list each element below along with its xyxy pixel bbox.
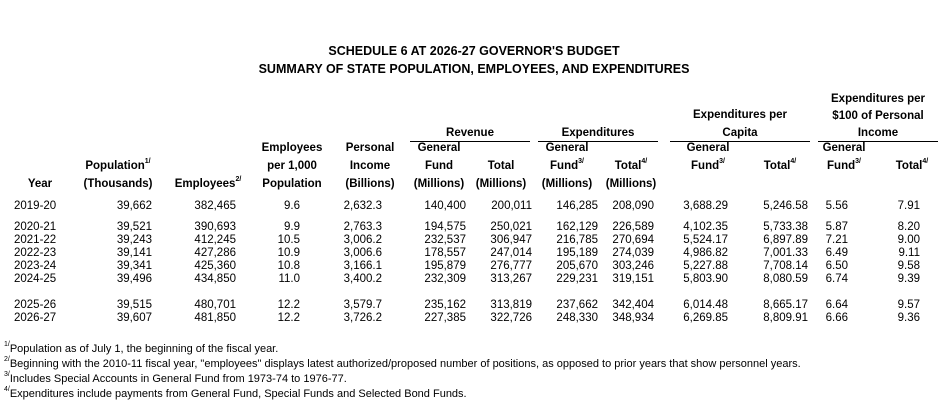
cell-per-capita-total: 7,001.33 xyxy=(763,247,808,259)
footnote xyxy=(4,358,801,370)
per-capita-header-2: Capita xyxy=(722,127,758,139)
cell-per-capita-general-fund: 5,524.17 xyxy=(683,234,728,246)
col-exp-gf-3: (Millions) xyxy=(541,178,593,190)
cell-employees-per-1000: 12.2 xyxy=(277,312,300,324)
cell-per-capita-total: 7,708.14 xyxy=(763,260,808,272)
cell-personal-income: 3,166.1 xyxy=(343,260,382,272)
cell-per-100-general-fund: 5.87 xyxy=(825,221,848,233)
col-pc-gf-1: General xyxy=(686,142,730,154)
col-population-2: (Thousands) xyxy=(83,178,153,190)
cell-personal-income: 3,579.7 xyxy=(343,299,382,311)
cell-population: 39,341 xyxy=(116,260,152,272)
cell-expenditures-general-fund: 237,662 xyxy=(556,299,598,311)
cell-revenue-total: 313,267 xyxy=(490,273,532,285)
cell-revenue-general-fund: 235,162 xyxy=(424,299,466,311)
cell-population: 39,243 xyxy=(116,234,152,246)
cell-year: 2022-23 xyxy=(14,247,57,259)
cell-year: 2025-26 xyxy=(14,299,57,311)
cell-expenditures-general-fund: 205,670 xyxy=(556,260,598,272)
col-year: Year xyxy=(27,178,53,190)
cell-revenue-general-fund: 194,575 xyxy=(424,221,466,233)
cell-employees: 480,701 xyxy=(194,299,236,311)
cell-per-100-general-fund: 5.56 xyxy=(825,200,848,212)
cell-personal-income: 3,006.6 xyxy=(343,247,382,259)
expenditures-group-header: Expenditures xyxy=(561,127,635,139)
cell-employees: 382,465 xyxy=(194,200,236,212)
cell-revenue-general-fund: 140,400 xyxy=(424,200,466,212)
col-p100-gf-2: Fund$^{3/}$ xyxy=(827,158,861,172)
cell-population: 39,515 xyxy=(116,299,152,311)
footnote-text: Population as of July 1, the beginning of the fiscal year. xyxy=(9,343,279,355)
cell-revenue-general-fund: 227,385 xyxy=(424,312,466,324)
cell-employees: 390,693 xyxy=(194,221,236,233)
cell-per-capita-total: 6,897.89 xyxy=(763,234,808,246)
cell-employees-per-1000: 10.9 xyxy=(277,247,300,259)
col-exp-gf-1: General xyxy=(545,142,589,154)
cell-per-capita-general-fund: 6,269.85 xyxy=(683,312,728,324)
cell-expenditures-general-fund: 162,129 xyxy=(556,221,598,233)
cell-revenue-total: 247,014 xyxy=(490,247,532,259)
cell-per-capita-general-fund: 4,102.35 xyxy=(683,221,728,233)
cell-per-capita-general-fund: 6,014.48 xyxy=(683,299,728,311)
cell-expenditures-general-fund: 229,231 xyxy=(556,273,598,285)
per-100-header-2: $100 of Personal xyxy=(832,110,924,122)
col-exp-total-1: Total$^{4/}$ xyxy=(614,158,648,172)
cell-per-100-general-fund: 6.50 xyxy=(825,260,848,272)
cell-year: 2021-22 xyxy=(14,234,57,246)
cell-per-capita-general-fund: 5,227.88 xyxy=(683,260,728,272)
footnote xyxy=(4,388,467,400)
col-exp-total-2: (Millions) xyxy=(605,178,657,190)
col-personal-income-3: (Billions) xyxy=(345,178,395,190)
cell-per-100-general-fund: 6.66 xyxy=(825,312,848,324)
cell-expenditures-total: 226,589 xyxy=(612,221,654,233)
per-100-header-1: Expenditures per xyxy=(831,93,925,105)
cell-expenditures-general-fund: 216,785 xyxy=(556,234,598,246)
footnote xyxy=(4,373,347,385)
cell-per-capita-total: 8,809.91 xyxy=(763,312,808,324)
footnote-marker: 1/ xyxy=(4,341,10,348)
per-capita-header-1: Expenditures per xyxy=(693,109,787,121)
cell-personal-income: 3,726.2 xyxy=(343,312,382,324)
cell-personal-income: 3,400.2 xyxy=(343,273,382,285)
cell-per-capita-total: 8,665.17 xyxy=(763,299,808,311)
cell-employees-per-1000: 12.2 xyxy=(277,299,300,311)
cell-per-100-total: 9.00 xyxy=(897,234,920,246)
cell-employees: 427,286 xyxy=(194,247,236,259)
col-employees: Employees$^{2/}$ xyxy=(174,176,242,190)
cell-expenditures-total: 348,934 xyxy=(612,312,654,324)
cell-revenue-total: 250,021 xyxy=(490,221,532,233)
cell-population: 39,521 xyxy=(116,221,152,233)
cell-year: 2020-21 xyxy=(14,221,57,233)
col-emp-per-3: Population xyxy=(262,178,322,190)
schedule-title: SCHEDULE 6 AT 2026-27 GOVERNOR'S BUDGET xyxy=(328,44,620,58)
cell-per-capita-total: 5,733.38 xyxy=(763,221,808,233)
cell-expenditures-total: 342,404 xyxy=(612,299,654,311)
cell-revenue-total: 313,819 xyxy=(490,299,532,311)
cell-employees-per-1000: 11.0 xyxy=(278,273,300,285)
schedule-subtitle: SUMMARY OF STATE POPULATION, EMPLOYEES, AND EXPENDITURES xyxy=(258,62,690,76)
cell-population: 39,662 xyxy=(116,200,152,212)
cell-per-100-total: 7.91 xyxy=(897,200,920,212)
cell-per-100-total: 9.11 xyxy=(898,247,920,259)
cell-personal-income: 3,006.2 xyxy=(343,234,382,246)
cell-expenditures-total: 303,246 xyxy=(612,260,654,272)
cell-per-capita-general-fund: 3,688.29 xyxy=(683,200,728,212)
col-pc-gf-2: Fund$^{3/}$ xyxy=(691,158,725,172)
cell-employees: 412,245 xyxy=(194,234,236,246)
cell-revenue-total: 276,777 xyxy=(490,260,532,272)
footnote-text: Expenditures include payments from General Fund, Special Funds and Selected Bond Funds. xyxy=(9,388,467,400)
cell-per-100-general-fund: 6.49 xyxy=(825,247,848,259)
cell-per-capita-total: 8,080.59 xyxy=(763,273,808,285)
col-emp-per-1: Employees xyxy=(261,142,323,154)
cell-employees-per-1000: 10.8 xyxy=(277,260,300,272)
cell-per-100-total: 9.58 xyxy=(897,260,920,272)
cell-per-100-general-fund: 6.74 xyxy=(825,273,848,285)
cell-expenditures-general-fund: 146,285 xyxy=(556,200,598,212)
col-personal-income-1: Personal xyxy=(345,142,395,154)
cell-employees-per-1000: 9.6 xyxy=(284,200,300,212)
cell-revenue-total: 200,011 xyxy=(491,200,532,212)
col-rev-gf-3: (Millions) xyxy=(413,178,465,190)
col-rev-total-1: Total xyxy=(487,160,515,172)
col-exp-gf-2: Fund$^{3/}$ xyxy=(550,158,584,172)
cell-employees: 425,360 xyxy=(194,260,236,272)
col-rev-gf-2: Fund xyxy=(424,160,454,172)
cell-year: 2023-24 xyxy=(14,260,57,272)
footnote xyxy=(4,343,278,355)
cell-expenditures-general-fund: 248,330 xyxy=(556,312,598,324)
cell-revenue-total: 306,947 xyxy=(490,234,532,246)
cell-employees-per-1000: 10.5 xyxy=(277,234,300,246)
cell-year: 2019-20 xyxy=(14,200,57,212)
per-100-header-3: Income xyxy=(857,127,899,139)
cell-per-100-general-fund: 6.64 xyxy=(825,299,848,311)
cell-revenue-general-fund: 195,879 xyxy=(424,260,466,272)
cell-expenditures-total: 319,151 xyxy=(612,273,654,285)
cell-employees: 434,850 xyxy=(194,273,236,285)
cell-expenditures-total: 270,694 xyxy=(612,234,654,246)
col-emp-per-2: per 1,000 xyxy=(267,160,317,172)
cell-employees-per-1000: 9.9 xyxy=(284,221,300,233)
cell-per-100-total: 9.57 xyxy=(897,299,920,311)
cell-expenditures-general-fund: 195,189 xyxy=(556,247,598,259)
cell-revenue-general-fund: 232,309 xyxy=(424,273,466,285)
cell-revenue-general-fund: 178,557 xyxy=(424,247,466,259)
footnote-marker: 2/ xyxy=(4,356,10,363)
cell-personal-income: 2,632.3 xyxy=(343,200,382,212)
footnote-text: Includes Special Accounts in General Fund from 1973-74 to 1976-77. xyxy=(9,373,347,385)
cell-revenue-total: 322,726 xyxy=(490,312,532,324)
cell-per-capita-general-fund: 5,803.90 xyxy=(683,273,728,285)
cell-per-100-total: 8.20 xyxy=(897,221,920,233)
col-p100-total: Total$^{4/}$ xyxy=(895,158,929,172)
cell-expenditures-total: 274,039 xyxy=(612,247,654,259)
cell-employees: 481,850 xyxy=(194,312,236,324)
footnote-text: Beginning with the 2010-11 fiscal year, "employees" displays latest authorized/proposed number of positions, as opposed to prior years that show personnel years. xyxy=(9,358,801,370)
cell-expenditures-total: 208,090 xyxy=(612,200,654,212)
cell-per-100-general-fund: 7.21 xyxy=(825,234,848,246)
cell-per-100-total: 9.36 xyxy=(897,312,920,324)
col-rev-total-2: (Millions) xyxy=(475,178,527,190)
col-personal-income-2: Income xyxy=(349,160,391,172)
cell-population: 39,141 xyxy=(116,247,152,259)
cell-personal-income: 2,763.3 xyxy=(343,221,382,233)
cell-revenue-general-fund: 232,537 xyxy=(424,234,466,246)
cell-per-capita-general-fund: 4,986.82 xyxy=(683,247,728,259)
col-p100-gf-1: General xyxy=(822,142,866,154)
col-pc-total: Total$^{4/}$ xyxy=(763,158,797,172)
cell-year: 2024-25 xyxy=(14,273,57,285)
cell-population: 39,496 xyxy=(116,273,152,285)
footnote-marker: 4/ xyxy=(4,386,10,393)
cell-population: 39,607 xyxy=(116,312,152,324)
col-population-1: Population$^{1/}$ xyxy=(85,158,151,172)
cell-year: 2026-27 xyxy=(14,312,57,324)
cell-per-100-total: 9.39 xyxy=(897,273,920,285)
col-rev-gf-1: General xyxy=(417,142,461,154)
footnote-marker: 3/ xyxy=(4,371,10,378)
revenue-group-header: Revenue xyxy=(446,127,494,139)
cell-per-capita-total: 5,246.58 xyxy=(763,200,808,212)
